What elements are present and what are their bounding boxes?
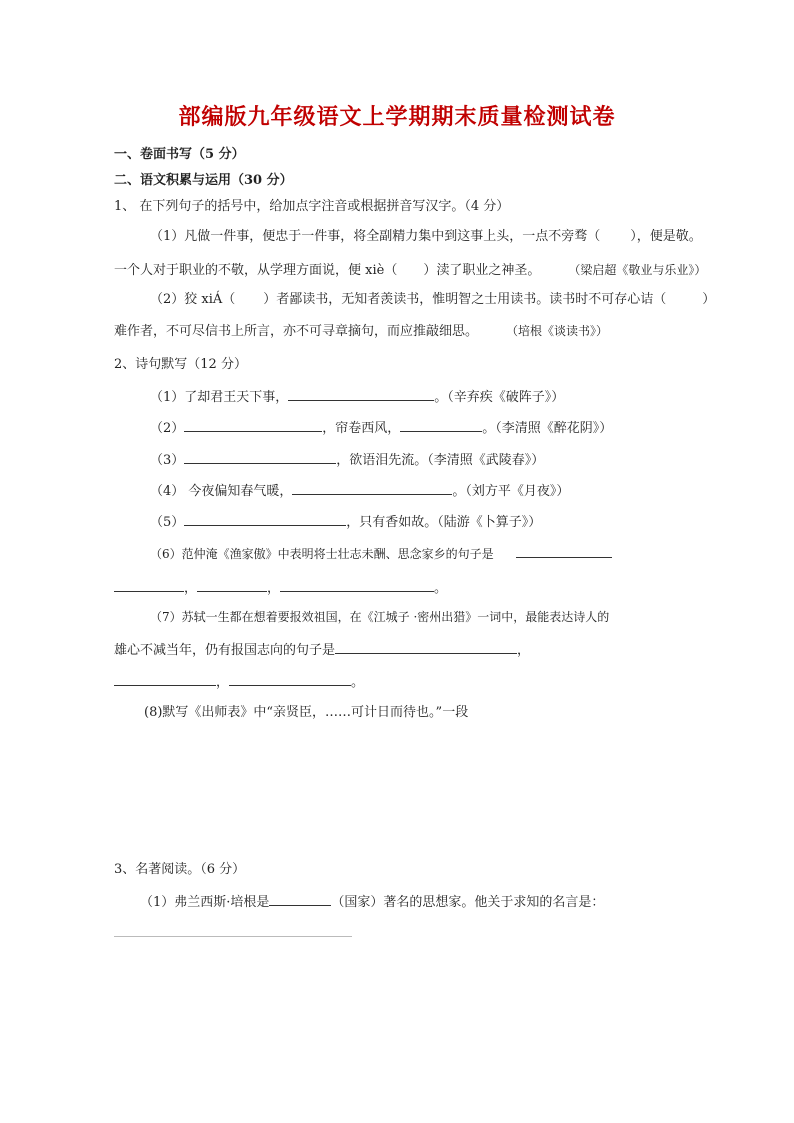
q2-stem: 2、诗句默写（12 分） bbox=[114, 357, 247, 372]
q2-line1 bbox=[150, 387, 564, 407]
q2-line2-text-a: （2） bbox=[150, 421, 185, 436]
q1-item1-text-c: 一个人对于职业的不敬，从学理方面说，便 xiè（ bbox=[114, 263, 398, 278]
q2-line7-sep-2: ， bbox=[216, 675, 230, 690]
q2-line6-sep-1: ， bbox=[184, 581, 198, 596]
q1-item1-text-a: （1）凡做一件事，便忠于一件事，将全副精力集中到这事上头，一点不旁骛（ bbox=[150, 229, 601, 244]
q2-line7-blank-2[interactable] bbox=[114, 672, 216, 686]
q2-line2 bbox=[150, 418, 612, 438]
q2-line7-blank-1[interactable] bbox=[335, 640, 517, 654]
q1-item2-text-c: ） bbox=[702, 292, 716, 307]
q2-line5-text-b: ，只有香如故。（陆游《卜算子》） bbox=[346, 515, 542, 530]
q2-line2-blank-1[interactable] bbox=[184, 418, 322, 432]
q1-item2-text-a: （2）狡 xiÁ（ bbox=[150, 292, 236, 307]
q2-line7-sep: ， bbox=[517, 643, 531, 658]
section-1-heading: 一、卷面书写（5 分） bbox=[114, 147, 245, 162]
section-2-heading: 二、语文积累与运用（30 分） bbox=[114, 173, 293, 188]
q2-line2-blank-2[interactable] bbox=[400, 418, 482, 432]
q1-item2-line2 bbox=[114, 322, 608, 341]
q2-line4-text-a: （4） 今夜偏知春气暖， bbox=[150, 484, 293, 499]
q2-line6-text: （6）范仲淹《渔家傲》中表明将士壮志未酬、思念家乡的句子是 bbox=[150, 547, 494, 561]
answer-line bbox=[114, 936, 352, 937]
q1-item1-source: （梁启超《敬业与乐业》） bbox=[568, 263, 707, 277]
q1-item1-line2 bbox=[114, 261, 706, 280]
q2-line3-text-a: （3） bbox=[150, 453, 185, 468]
q2-line5 bbox=[150, 512, 541, 532]
q2-line4-blank[interactable] bbox=[292, 481, 452, 495]
q1-item2-text-b: ）者鄙读书，无知者羡读书，惟明智之士用读书。读书时不可存心诘（ bbox=[263, 292, 667, 307]
q2-line3-text-b: ，欲语泪先流。（李清照《武陵春》） bbox=[336, 453, 545, 468]
q2-line6-blank-4[interactable] bbox=[280, 578, 434, 592]
q2-line5-text-a: （5） bbox=[150, 515, 185, 530]
q2-line1-text-a: （1）了却君王天下事， bbox=[150, 390, 289, 405]
q2-line3-blank[interactable] bbox=[184, 450, 336, 464]
q2-line7-final bbox=[114, 672, 364, 692]
q1-item1-text-d: ）渎了职业之神圣。 bbox=[423, 263, 541, 278]
q2-line3 bbox=[150, 450, 544, 470]
q2-line7-text-b: 雄心不减当年，仍有报国志向的句子是 bbox=[114, 643, 336, 658]
q2-line5-blank[interactable] bbox=[184, 512, 346, 526]
q2-line6-blank-3[interactable] bbox=[197, 578, 267, 592]
q2-line4 bbox=[150, 481, 569, 501]
q2-line7-continued bbox=[114, 640, 530, 660]
q2-line6-end: 。 bbox=[434, 581, 448, 596]
q1-item2-source: （培根《谈读书》） bbox=[506, 324, 609, 338]
q2-line6-blank-2[interactable] bbox=[114, 578, 184, 592]
q2-line4-text-b: 。（刘方平《月夜》） bbox=[452, 484, 570, 499]
q2-line7: （7）苏轼一生都在想着要报效祖国，在《江城子 ·密州出猎》一词中，最能表达诗人的 bbox=[150, 610, 610, 624]
q2-line6-sep-2: ， bbox=[267, 581, 281, 596]
q1-item1-text-b: ），便是敬。 bbox=[630, 229, 702, 244]
q3-line1-blank[interactable] bbox=[269, 892, 331, 906]
q3-line1 bbox=[140, 892, 604, 912]
exam-title: 部编版九年级语文上学期期末质量检测试卷 bbox=[178, 104, 616, 130]
q3-line1-text-b: （国家）著名的思想家。他关于求知的名言是： bbox=[331, 895, 605, 910]
q3-line1-text-a: （1）弗兰西斯·培根是 bbox=[140, 895, 270, 910]
q2-line7-blank-3[interactable] bbox=[229, 672, 351, 686]
q2-line2-text-c: 。（李清照《醉花阴》） bbox=[482, 421, 613, 436]
q3-stem: 3、名著阅读。（6 分） bbox=[114, 862, 246, 877]
q1-item2-text-d: 难作者，不可尽信书上所言，亦不可寻章摘句，而应推敲细思。 bbox=[114, 324, 479, 339]
q2-line7-end: 。 bbox=[351, 675, 365, 690]
q2-line2-text-b: ，帘卷西风， bbox=[322, 421, 401, 436]
q2-line6-continued bbox=[114, 578, 447, 598]
q2-line6-blank-1[interactable] bbox=[516, 544, 612, 558]
q2-line8: (8)默写《出师表》中“亲贤臣，……可计日而待也。”一段 bbox=[144, 705, 469, 720]
q1-item2-line1 bbox=[150, 291, 715, 309]
q1-item1-line1 bbox=[150, 228, 702, 246]
q1-stem: 1、 在下列句子的括号中，给加点字注音或根据拼音写汉字。（4 分） bbox=[114, 199, 510, 214]
q2-line1-blank[interactable] bbox=[288, 387, 434, 401]
q2-line6 bbox=[150, 544, 612, 563]
q2-line1-text-b: 。（辛弃疾《破阵子》） bbox=[434, 390, 565, 405]
